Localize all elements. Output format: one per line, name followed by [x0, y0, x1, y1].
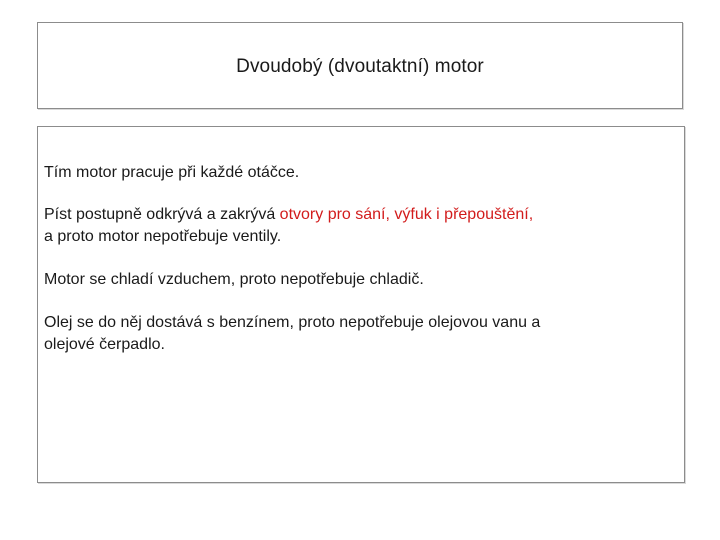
- paragraph-oil-line1: Olej se do něj dostává s benzínem, proto nepotřebuje olejovou vanu a: [44, 314, 541, 331]
- slide-title: Dvoudobý (dvoutaktní) motor: [236, 55, 484, 77]
- paragraph-oil-line2: olejové čerpadlo.: [44, 336, 165, 353]
- paragraph-cooling: [44, 269, 674, 291]
- paragraph-revolution-text: Tím motor pracuje při každé otáčce.: [44, 164, 300, 181]
- paragraph-oil: [44, 312, 674, 356]
- paragraph-revolution: [44, 162, 674, 184]
- title-box: [37, 22, 683, 109]
- content-box: [37, 126, 685, 483]
- paragraph-piston-text-start: Píst postupně odkrývá a zakrývá: [44, 206, 280, 223]
- paragraph-cooling-text: Motor se chladí vzduchem, proto nepotřebuje chladič.: [44, 271, 424, 288]
- paragraph-piston-text-end: a proto motor nepotřebuje ventily.: [44, 228, 282, 245]
- paragraph-piston: [44, 204, 674, 248]
- paragraph-piston-highlight: otvory pro sání, výfuk i přepouštění,: [279, 206, 534, 223]
